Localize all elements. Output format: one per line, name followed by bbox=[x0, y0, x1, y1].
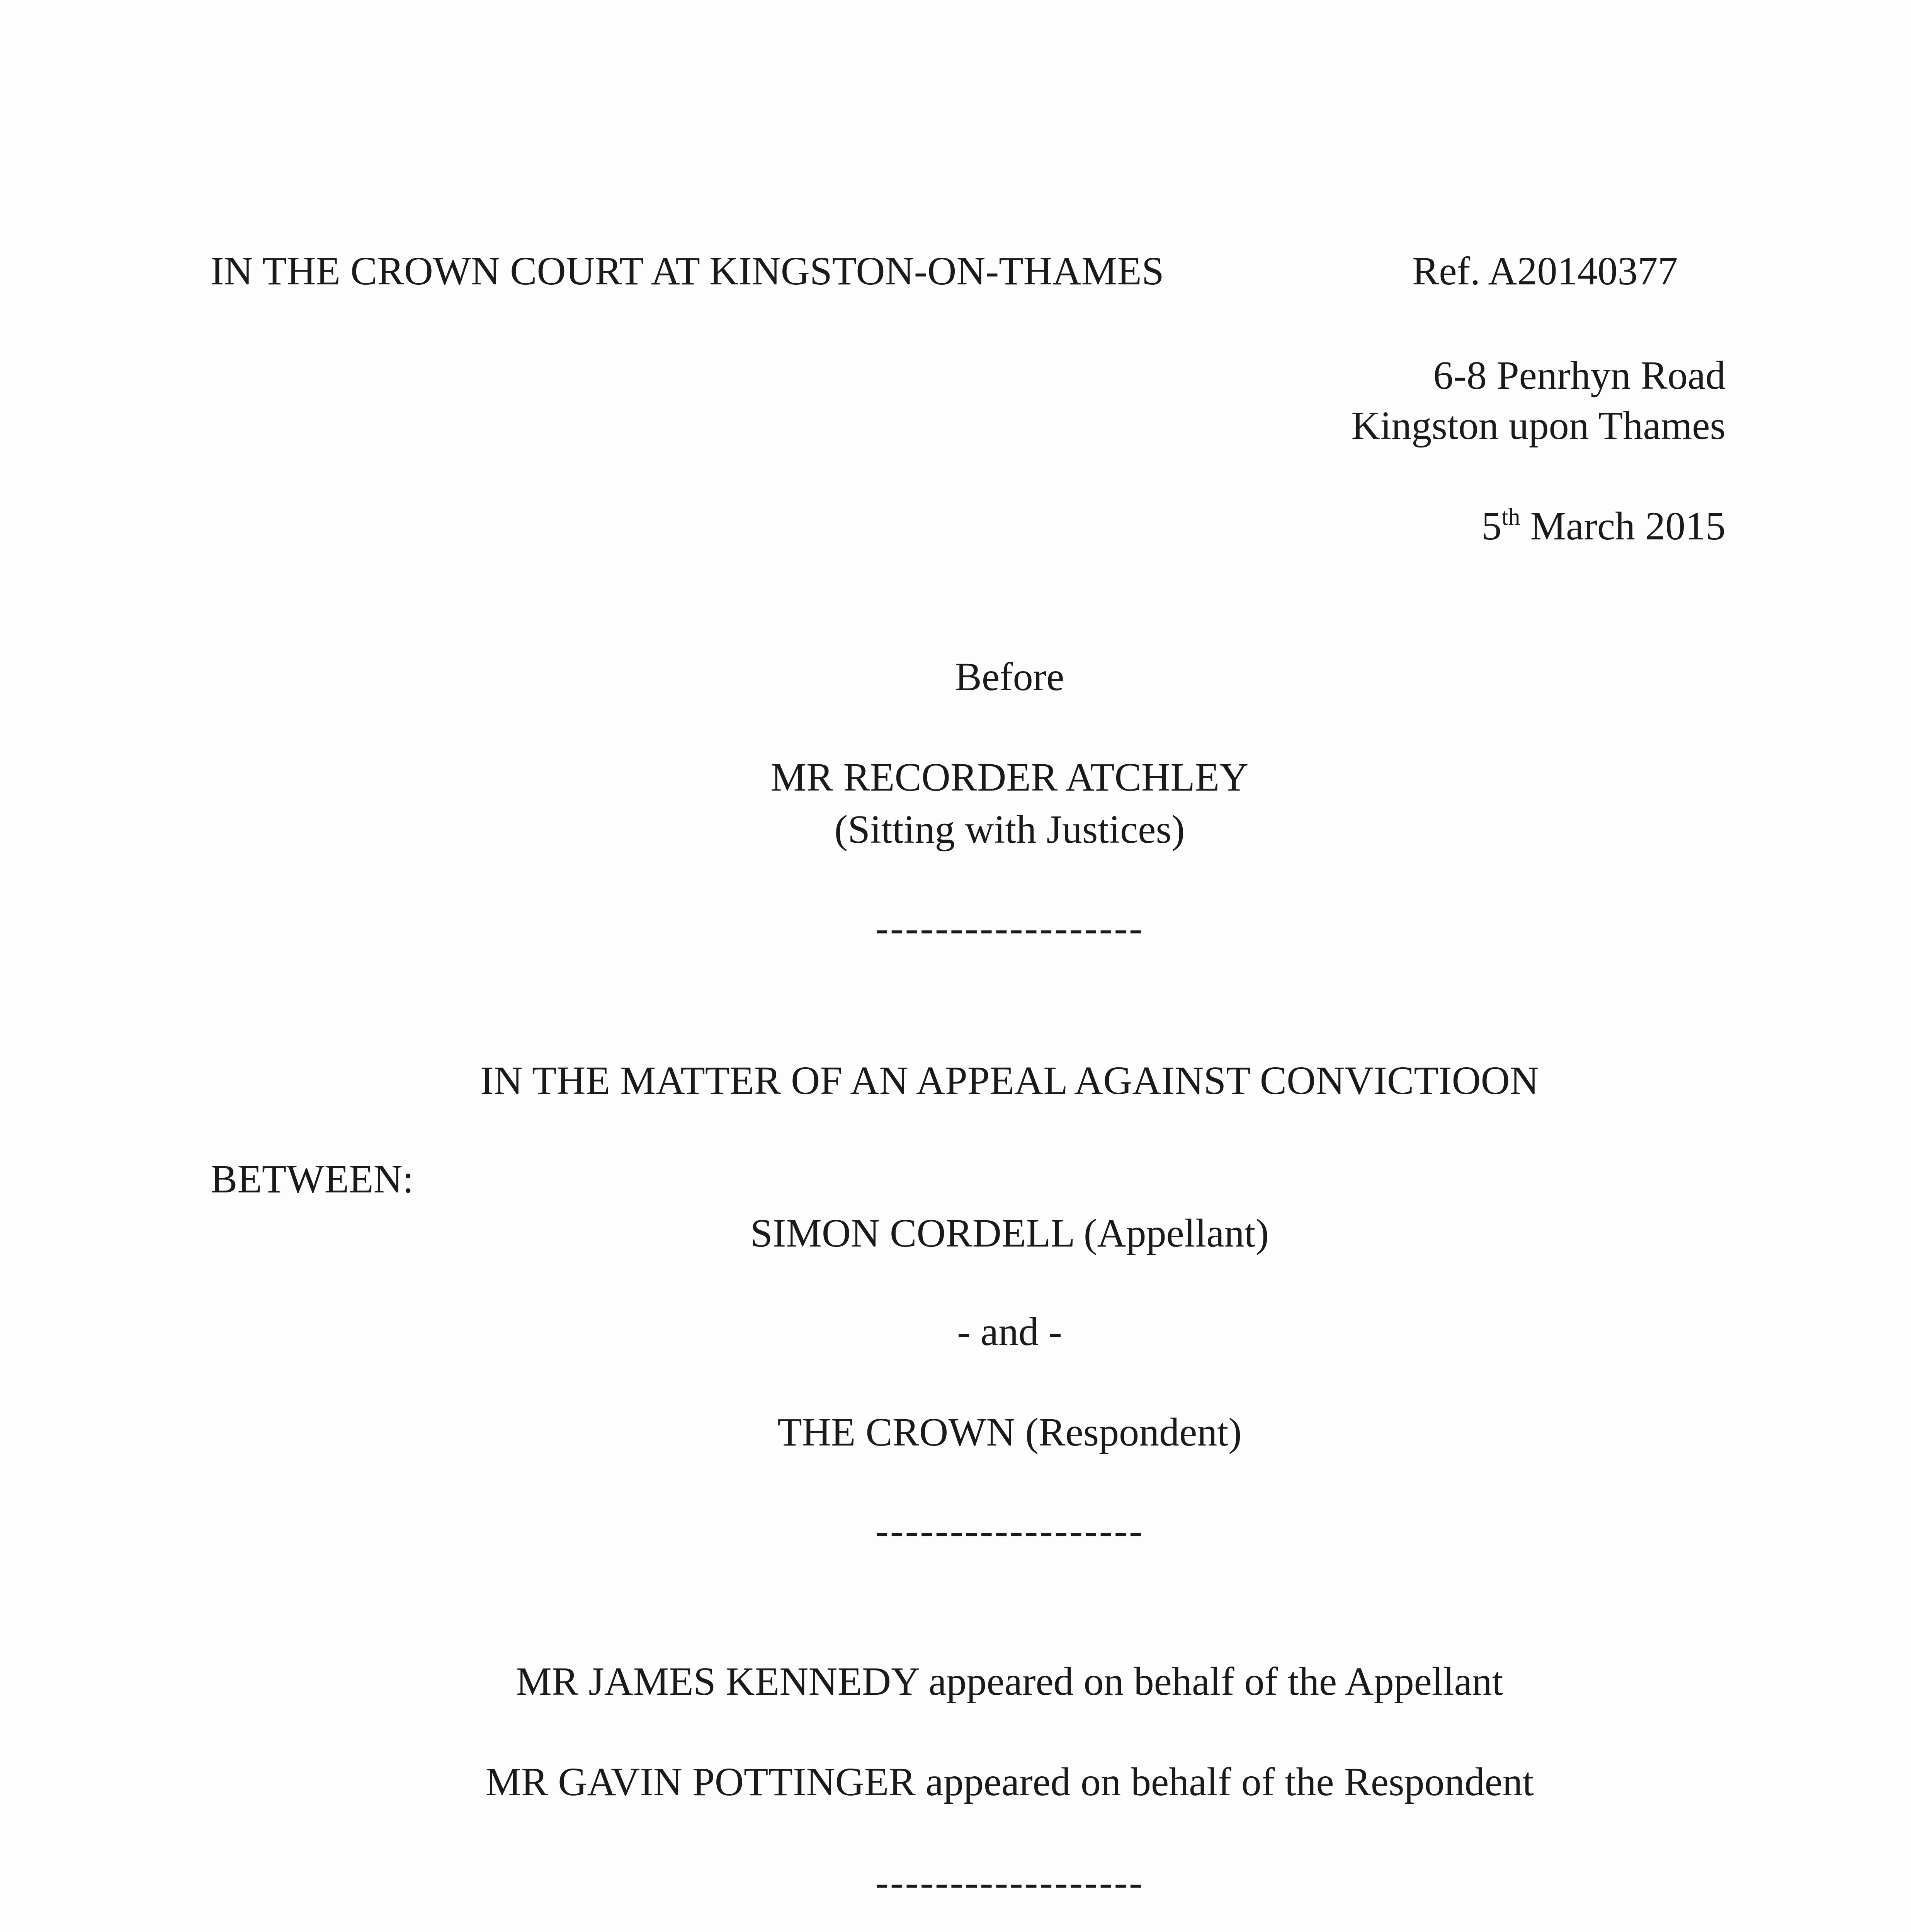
case-reference: Ref. A20140377 bbox=[1412, 249, 1678, 293]
between-label: BETWEEN: bbox=[211, 1157, 414, 1201]
separator-2: ------------------ bbox=[875, 1509, 1144, 1553]
before-label: Before bbox=[955, 655, 1064, 699]
court-address-line2: Kingston upon Thames bbox=[1351, 403, 1726, 448]
appellant-party: SIMON CORDELL (Appellant) bbox=[750, 1211, 1269, 1255]
date-day: 5 bbox=[1481, 504, 1502, 548]
hearing-date bbox=[1481, 502, 1726, 551]
court-name: IN THE CROWN COURT AT KINGSTON-ON-THAMES bbox=[211, 249, 1164, 293]
respondent-counsel: MR GAVIN POTTINGER appeared on behalf of the Respondent bbox=[485, 1760, 1534, 1804]
separator-3: ------------------ bbox=[875, 1860, 1144, 1905]
respondent-party: THE CROWN (Respondent) bbox=[777, 1410, 1242, 1454]
matter-title: IN THE MATTER OF AN APPEAL AGAINST CONVICTIOON bbox=[480, 1058, 1539, 1103]
sitting-note: (Sitting with Justices) bbox=[834, 807, 1185, 852]
appellant-counsel: MR JAMES KENNEDY appeared on behalf of the Appellant bbox=[516, 1659, 1503, 1704]
and-connector: - and - bbox=[957, 1310, 1062, 1354]
date-rest: March 2015 bbox=[1520, 504, 1726, 548]
separator-1: ------------------ bbox=[875, 906, 1144, 950]
court-address-line1: 6-8 Penrhyn Road bbox=[1433, 353, 1726, 398]
date-suffix: th bbox=[1501, 504, 1520, 530]
judge-name: MR RECORDER ATCHLEY bbox=[770, 755, 1249, 799]
